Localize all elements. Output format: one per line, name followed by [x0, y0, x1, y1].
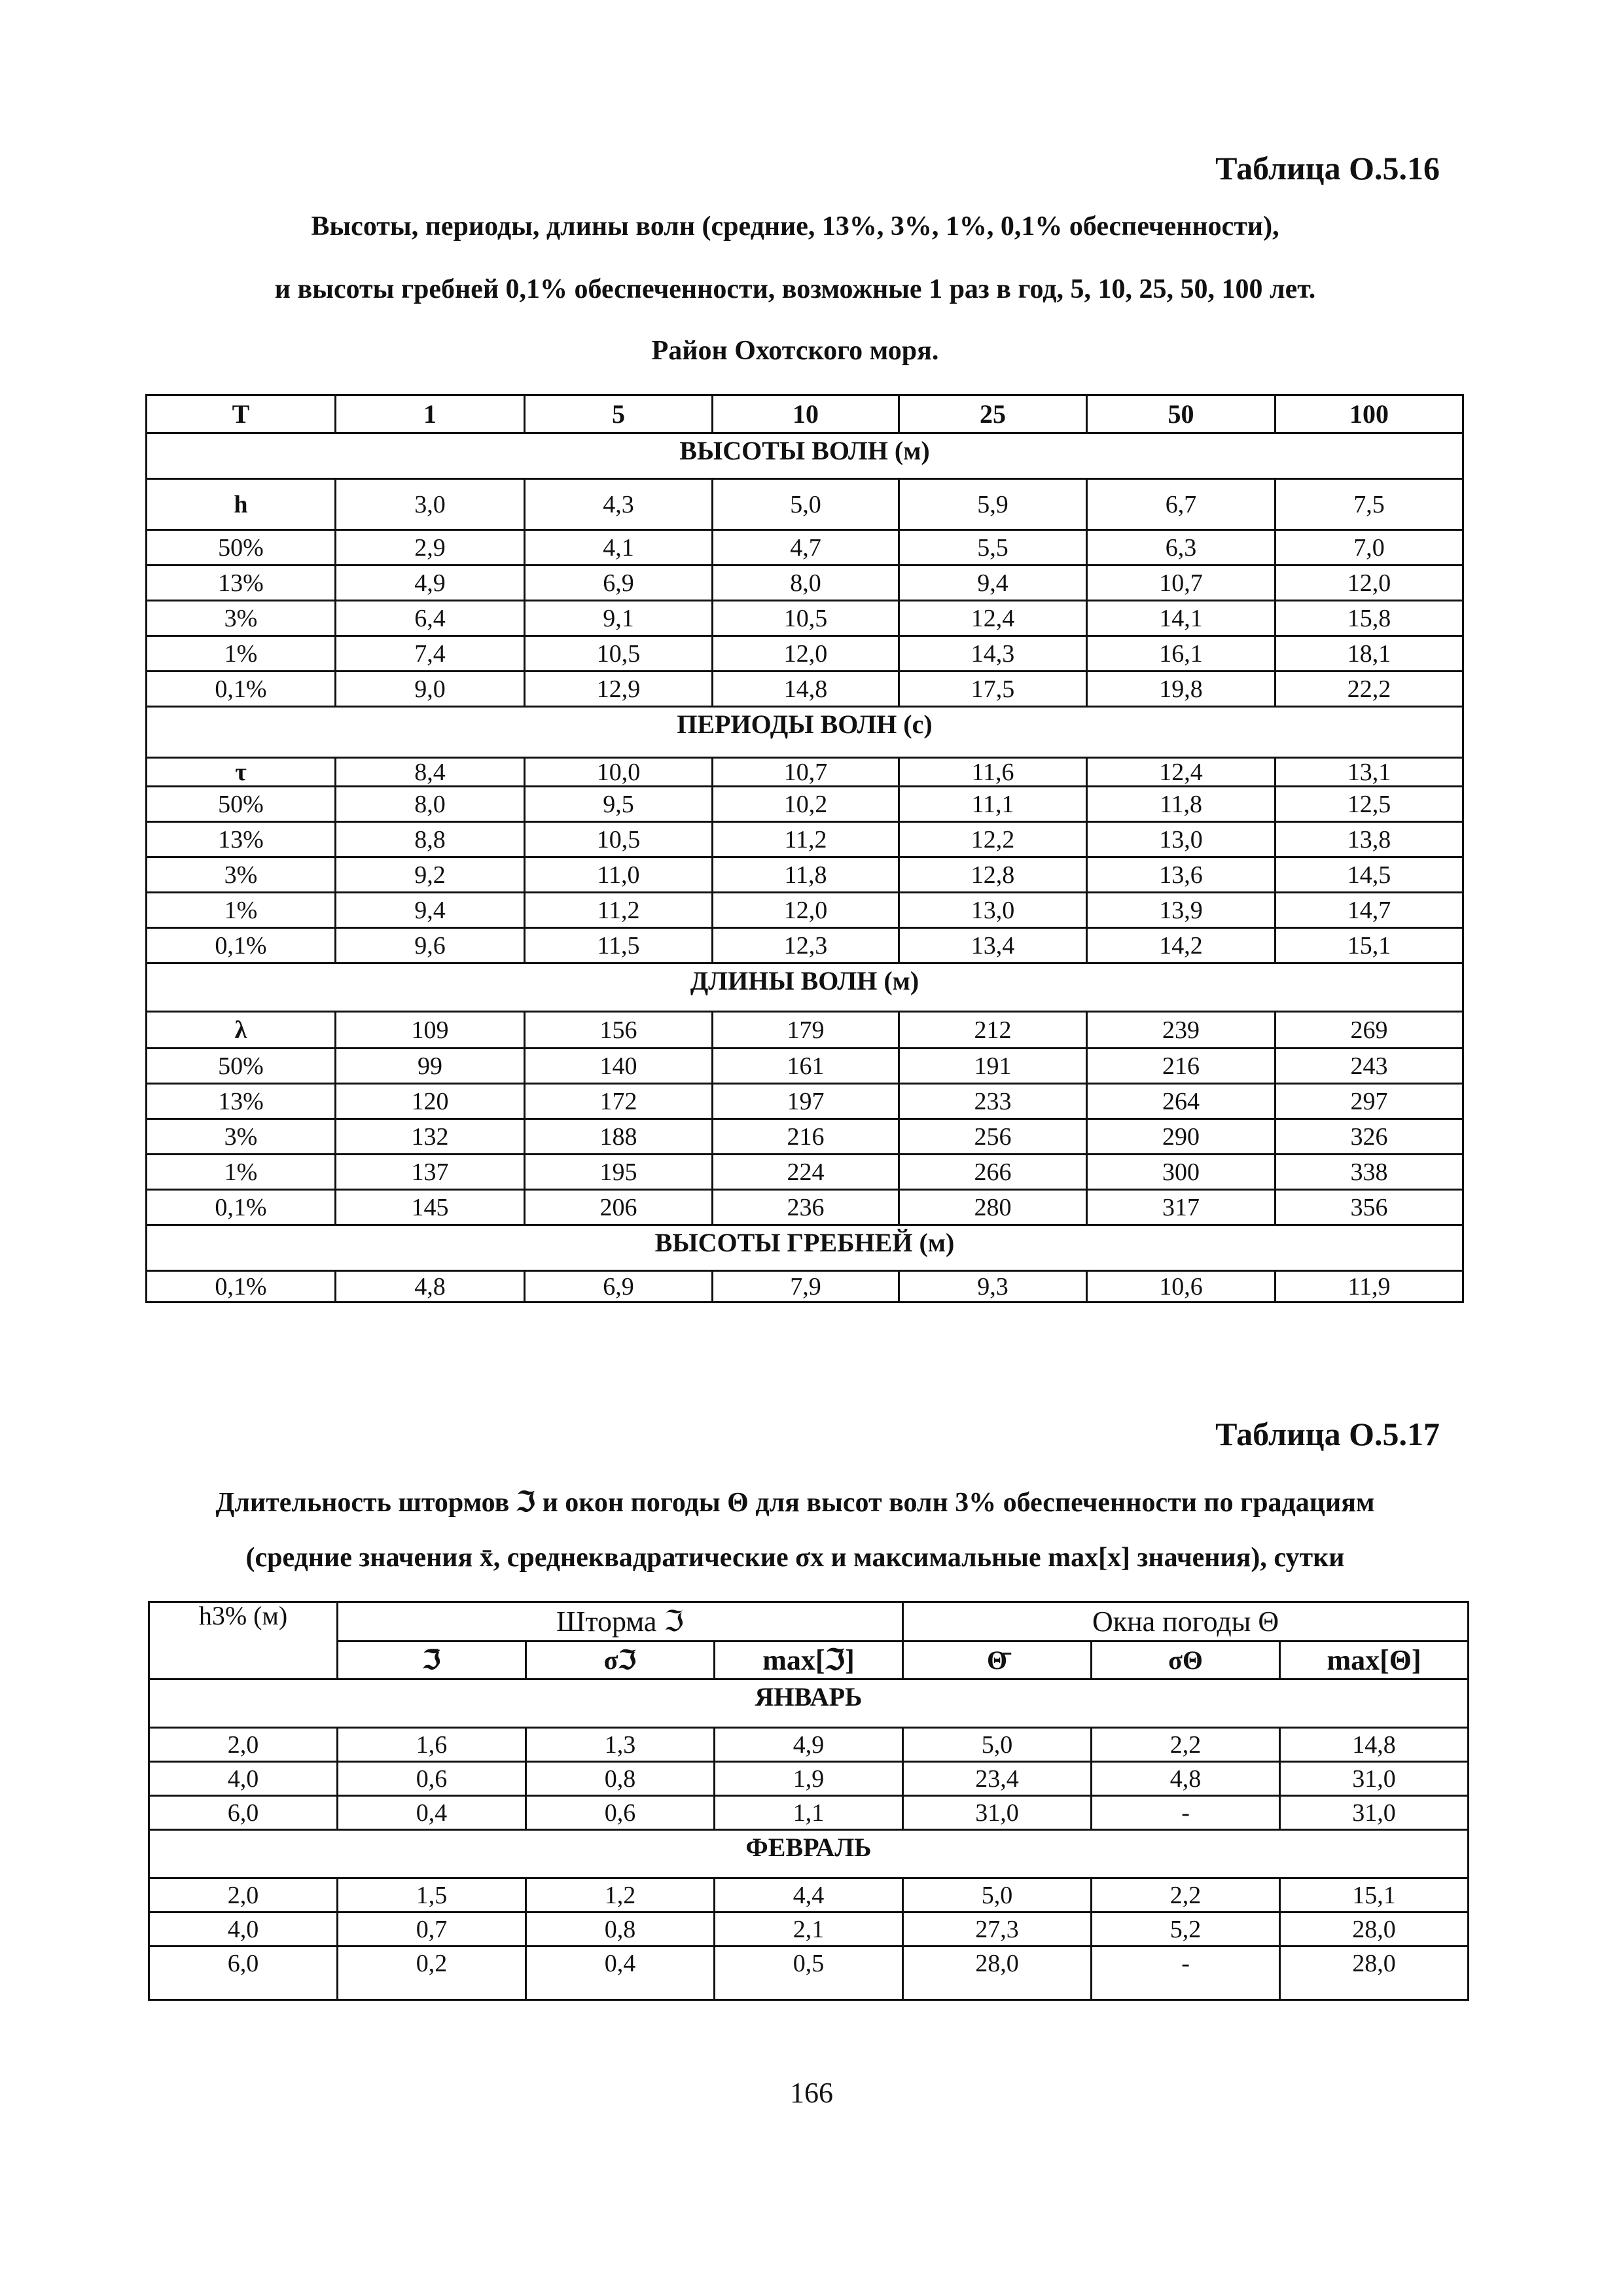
table2-row — [149, 1878, 1469, 1912]
table2-cell: 31,0 — [1280, 1762, 1469, 1796]
table1-cell: 317 — [1087, 1190, 1275, 1225]
table2-subheader-row — [149, 1641, 1469, 1679]
table1-row — [147, 1190, 1463, 1225]
table2-name: Таблица О.5.17 — [1215, 1416, 1440, 1452]
table1-cell: 10,7 — [1087, 565, 1275, 601]
table1-cell: 243 — [1275, 1049, 1463, 1084]
table1-cell: 6,9 — [525, 1271, 713, 1302]
table2-cell: 1,9 — [715, 1762, 903, 1796]
table1-cell: 4,8 — [336, 1271, 525, 1302]
table2-cell: 2,1 — [715, 1912, 903, 1946]
table2-cell: 4,0 — [149, 1912, 338, 1946]
table1-cell: 3% — [147, 1119, 336, 1155]
table1-section-row — [147, 707, 1463, 758]
table1-cell: 8,0 — [713, 565, 899, 601]
table1-header-cell: 10 — [713, 395, 899, 433]
table1-cell: 14,7 — [1275, 893, 1463, 928]
table2-cell: 1,2 — [526, 1878, 715, 1912]
table1-cell: 12,0 — [713, 636, 899, 672]
table1-row — [147, 1084, 1463, 1119]
table1-cell: 13,0 — [899, 893, 1087, 928]
table1-cell: 145 — [336, 1190, 525, 1225]
table1-cell: 109 — [336, 1012, 525, 1049]
table1-row — [147, 893, 1463, 928]
table1-cell: 12,8 — [899, 857, 1087, 893]
table1-cell: 216 — [1087, 1049, 1275, 1084]
table1-cell: 120 — [336, 1084, 525, 1119]
table1-cell: 13% — [147, 565, 336, 601]
table2-cell: - — [1092, 1796, 1280, 1830]
table1-cell: 14,2 — [1087, 928, 1275, 963]
table1-cell: 16,1 — [1087, 636, 1275, 672]
table2-cell: 2,0 — [149, 1878, 338, 1912]
table1-cell: 140 — [525, 1049, 713, 1084]
table1-cell: 188 — [525, 1119, 713, 1155]
table1-cell: 15,1 — [1275, 928, 1463, 963]
table1-cell: 10,5 — [525, 822, 713, 857]
table2-cell: 27,3 — [903, 1912, 1092, 1946]
table1-cell: 6,7 — [1087, 479, 1275, 530]
table1-cell: 11,8 — [1087, 787, 1275, 822]
table1-row — [147, 1012, 1463, 1049]
table1-cell: 19,8 — [1087, 672, 1275, 707]
table1-cell: 0,1% — [147, 1190, 336, 1225]
table1-cell: 10,5 — [713, 601, 899, 636]
table1-cell: 99 — [336, 1049, 525, 1084]
table1-cell: 156 — [525, 1012, 713, 1049]
table1-cell: 13% — [147, 822, 336, 857]
table2-cell: 1,1 — [715, 1796, 903, 1830]
table1-cell: 11,2 — [713, 822, 899, 857]
table1-row — [147, 530, 1463, 565]
table1-cell: λ — [147, 1012, 336, 1049]
table1-cell: 13,6 — [1087, 857, 1275, 893]
table1-cell: 13,4 — [899, 928, 1087, 963]
table1-cell: 11,1 — [899, 787, 1087, 822]
table1-cell: 224 — [713, 1155, 899, 1190]
table2-subheader-cell: Θ̄ — [903, 1641, 1092, 1679]
table1-cell: 12,3 — [713, 928, 899, 963]
table2-cell: 5,2 — [1092, 1912, 1280, 1946]
table1-cell: h — [147, 479, 336, 530]
table1-cell: 132 — [336, 1119, 525, 1155]
table2-cell: 5,0 — [903, 1728, 1092, 1762]
table1-cell: 233 — [899, 1084, 1087, 1119]
table1-header-cell: 50 — [1087, 395, 1275, 433]
table2-cell: 1,3 — [526, 1728, 715, 1762]
table1-cell: 300 — [1087, 1155, 1275, 1190]
table2-cell: 4,4 — [715, 1878, 903, 1912]
table1-section-title: ДЛИНЫ ВОЛН (м) — [147, 963, 1463, 1012]
table1-cell: 6,4 — [336, 601, 525, 636]
table1-cell: 2,9 — [336, 530, 525, 565]
table1-row — [147, 928, 1463, 963]
table2-subheader-cell: σΘ — [1092, 1641, 1280, 1679]
table1-row — [147, 758, 1463, 787]
table2-row — [149, 1946, 1469, 2000]
table2-cell: - — [1092, 1946, 1280, 2000]
table2-cell: 0,4 — [526, 1946, 715, 2000]
table1-cell: 10,0 — [525, 758, 713, 787]
table1-cell: 1% — [147, 893, 336, 928]
table2-cell: 31,0 — [1280, 1796, 1469, 1830]
table1-cell: 12,0 — [1275, 565, 1463, 601]
table1-cell: 3,0 — [336, 479, 525, 530]
table2-cell: 1,6 — [338, 1728, 526, 1762]
table1-cell: 11,0 — [525, 857, 713, 893]
table1-cell: 6,9 — [525, 565, 713, 601]
table1-row — [147, 1119, 1463, 1155]
table1-section-row — [147, 963, 1463, 1012]
page-number: 166 — [790, 2077, 833, 2109]
table1-cell: 5,9 — [899, 479, 1087, 530]
table1-cell: 197 — [713, 1084, 899, 1119]
table1-cell: 10,6 — [1087, 1271, 1275, 1302]
table1-cell: 206 — [525, 1190, 713, 1225]
table1-title-line1: Высоты, периоды, длины волн (средние, 13%, 3%, 1%, 0,1% обеспеченности), — [311, 211, 1279, 242]
table1-cell: 10,2 — [713, 787, 899, 822]
table1-cell: 12,5 — [1275, 787, 1463, 822]
table1-cell: 50% — [147, 1049, 336, 1084]
table1-cell: 14,5 — [1275, 857, 1463, 893]
table2-cell: 23,4 — [903, 1762, 1092, 1796]
table1-row — [147, 601, 1463, 636]
table2-cell: 0,7 — [338, 1912, 526, 1946]
table2-section-row — [149, 1830, 1469, 1878]
table1-row — [147, 822, 1463, 857]
table1-cell: 3% — [147, 857, 336, 893]
table1-cell: 1% — [147, 1155, 336, 1190]
table1-cell: 5,0 — [713, 479, 899, 530]
table1-cell: 0,1% — [147, 928, 336, 963]
table2-subheader-cell: ℑ̄ — [338, 1641, 526, 1679]
table1-cell: 11,5 — [525, 928, 713, 963]
table1-section-title: ВЫСОТЫ ГРЕБНЕЙ (м) — [147, 1225, 1463, 1271]
table1-cell: 0,1% — [147, 672, 336, 707]
table1-section-title: ПЕРИОДЫ ВОЛН (с) — [147, 707, 1463, 758]
table1-cell: 7,9 — [713, 1271, 899, 1302]
table1-cell: 290 — [1087, 1119, 1275, 1155]
table1-row — [147, 1049, 1463, 1084]
table2-cell: 6,0 — [149, 1946, 338, 2000]
table1-cell: τ — [147, 758, 336, 787]
table1-cell: 9,1 — [525, 601, 713, 636]
table2-title-line2: (средние значения x̄, среднеквадратические σx и максимальные max[x] значения), сутки — [245, 1543, 1345, 1573]
table2-section-title: ФЕВРАЛЬ — [149, 1830, 1469, 1878]
table2-cell: 31,0 — [903, 1796, 1092, 1830]
table2-group-header-row — [149, 1602, 1469, 1641]
table1-cell: 236 — [713, 1190, 899, 1225]
table1-cell: 13,9 — [1087, 893, 1275, 928]
table2-cell: 2,2 — [1092, 1878, 1280, 1912]
table2-cell: 0,5 — [715, 1946, 903, 2000]
table2-cell: 0,4 — [338, 1796, 526, 1830]
table1-cell: 3% — [147, 601, 336, 636]
table2-cell: 0,6 — [338, 1762, 526, 1796]
table2-cell: 0,8 — [526, 1762, 715, 1796]
table1-section-row — [147, 433, 1463, 479]
table1-cell: 266 — [899, 1155, 1087, 1190]
table1-cell: 269 — [1275, 1012, 1463, 1049]
table2-cell: 6,0 — [149, 1796, 338, 1830]
table2-grid — [148, 1601, 1469, 2001]
table1-cell: 50% — [147, 530, 336, 565]
table2-section-row — [149, 1679, 1469, 1728]
table2-group-windows: Окна погоды Θ — [903, 1602, 1469, 1641]
table2-cell: 2,0 — [149, 1728, 338, 1762]
table1-cell: 12,9 — [525, 672, 713, 707]
table2-cell: 4,0 — [149, 1762, 338, 1796]
table1-header-cell: 1 — [336, 395, 525, 433]
table1-cell: 14,1 — [1087, 601, 1275, 636]
table1-cell: 239 — [1087, 1012, 1275, 1049]
table1-cell: 264 — [1087, 1084, 1275, 1119]
table1-cell: 179 — [713, 1012, 899, 1049]
table1-header-cell: 5 — [525, 395, 713, 433]
table1-row — [147, 479, 1463, 530]
table1-cell: 11,9 — [1275, 1271, 1463, 1302]
table1-cell: 256 — [899, 1119, 1087, 1155]
table1-cell: 7,0 — [1275, 530, 1463, 565]
table1-cell: 9,4 — [899, 565, 1087, 601]
table2-subheader-cell: σℑ — [526, 1641, 715, 1679]
table2-cell: 1,5 — [338, 1878, 526, 1912]
table1-title-line2: и высоты гребней 0,1% обеспеченности, возможные 1 раз в год, 5, 10, 25, 50, 100 лет. — [274, 274, 1316, 304]
table1-cell: 10,5 — [525, 636, 713, 672]
table1-cell: 4,9 — [336, 565, 525, 601]
table1-grid — [145, 394, 1464, 1303]
table1-row — [147, 857, 1463, 893]
table1-cell: 8,0 — [336, 787, 525, 822]
table1-cell: 50% — [147, 787, 336, 822]
table1-cell: 6,3 — [1087, 530, 1275, 565]
table1-cell: 11,8 — [713, 857, 899, 893]
table1-header-cell: T — [147, 395, 336, 433]
table1-cell: 7,4 — [336, 636, 525, 672]
table1-cell: 1% — [147, 636, 336, 672]
table1-cell: 7,5 — [1275, 479, 1463, 530]
table1-section-row — [147, 1225, 1463, 1271]
table1-cell: 13,8 — [1275, 822, 1463, 857]
table1-cell: 11,6 — [899, 758, 1087, 787]
table1-cell: 12,2 — [899, 822, 1087, 857]
table1-header-cell: 100 — [1275, 395, 1463, 433]
table1-cell: 5,5 — [899, 530, 1087, 565]
table1-cell: 161 — [713, 1049, 899, 1084]
table2-cell: 4,9 — [715, 1728, 903, 1762]
table1-row — [147, 565, 1463, 601]
table1-cell: 172 — [525, 1084, 713, 1119]
table2-group-storms: Шторма ℑ — [338, 1602, 903, 1641]
table1-cell: 14,3 — [899, 636, 1087, 672]
table1-cell: 15,8 — [1275, 601, 1463, 636]
table1-cell: 9,3 — [899, 1271, 1087, 1302]
table2-cell: 0,8 — [526, 1912, 715, 1946]
table1-cell: 8,8 — [336, 822, 525, 857]
table1-cell: 195 — [525, 1155, 713, 1190]
table1-cell: 12,0 — [713, 893, 899, 928]
table1-row — [147, 636, 1463, 672]
table1-cell: 13,0 — [1087, 822, 1275, 857]
table1-cell: 11,2 — [525, 893, 713, 928]
table2-row-header: h3% (м) — [149, 1602, 338, 1679]
table1-cell: 4,3 — [525, 479, 713, 530]
table1-cell: 9,6 — [336, 928, 525, 963]
table1-cell: 356 — [1275, 1190, 1463, 1225]
table2-cell: 14,8 — [1280, 1728, 1469, 1762]
table2-cell: 15,1 — [1280, 1878, 1469, 1912]
table1-cell: 8,4 — [336, 758, 525, 787]
table1-cell: 18,1 — [1275, 636, 1463, 672]
table1-title-line3: Район Охотского моря. — [651, 336, 939, 366]
table1-cell: 212 — [899, 1012, 1087, 1049]
table2-section-title: ЯНВАРЬ — [149, 1679, 1469, 1728]
table1-cell: 191 — [899, 1049, 1087, 1084]
table2-cell: 28,0 — [1280, 1912, 1469, 1946]
table1-cell: 22,2 — [1275, 672, 1463, 707]
table2-row — [149, 1762, 1469, 1796]
table2-cell: 2,2 — [1092, 1728, 1280, 1762]
table2-subheader-cell: max[Θ] — [1280, 1641, 1469, 1679]
table1-cell: 12,4 — [899, 601, 1087, 636]
table2-cell: 5,0 — [903, 1878, 1092, 1912]
table1-header-cell: 25 — [899, 395, 1087, 433]
table1-cell: 13,1 — [1275, 758, 1463, 787]
table1-cell: 326 — [1275, 1119, 1463, 1155]
table1-row — [147, 672, 1463, 707]
table2-cell: 0,2 — [338, 1946, 526, 2000]
table1-cell: 17,5 — [899, 672, 1087, 707]
table1-cell: 10,7 — [713, 758, 899, 787]
table1-row — [147, 787, 1463, 822]
table1-cell: 14,8 — [713, 672, 899, 707]
table1-cell: 9,0 — [336, 672, 525, 707]
table2-cell: 28,0 — [903, 1946, 1092, 2000]
table1-cell: 9,4 — [336, 893, 525, 928]
table1-header-row — [147, 395, 1463, 433]
table1-cell: 297 — [1275, 1084, 1463, 1119]
table1-cell: 13% — [147, 1084, 336, 1119]
table1-row — [147, 1271, 1463, 1302]
table1-cell: 9,5 — [525, 787, 713, 822]
table1-cell: 0,1% — [147, 1271, 336, 1302]
table1-cell: 4,1 — [525, 530, 713, 565]
table2-row — [149, 1912, 1469, 1946]
table1-cell: 12,4 — [1087, 758, 1275, 787]
table1-cell: 338 — [1275, 1155, 1463, 1190]
table1-cell: 4,7 — [713, 530, 899, 565]
table2-title-line1: Длительность штормов ℑ и окон погоды Θ для высот волн 3% обеспеченности по градациям — [215, 1488, 1375, 1518]
table1-row — [147, 1155, 1463, 1190]
table1-name: Таблица О.5.16 — [1215, 150, 1440, 187]
table2-row — [149, 1796, 1469, 1830]
table1-cell: 137 — [336, 1155, 525, 1190]
table2-cell: 28,0 — [1280, 1946, 1469, 2000]
table2-subheader-cell: max[ℑ] — [715, 1641, 903, 1679]
table1-cell: 9,2 — [336, 857, 525, 893]
table1-cell: 216 — [713, 1119, 899, 1155]
table1-cell: 280 — [899, 1190, 1087, 1225]
table2-cell: 4,8 — [1092, 1762, 1280, 1796]
table1-section-title: ВЫСОТЫ ВОЛН (м) — [147, 433, 1463, 479]
table2-row — [149, 1728, 1469, 1762]
table2-cell: 0,6 — [526, 1796, 715, 1830]
